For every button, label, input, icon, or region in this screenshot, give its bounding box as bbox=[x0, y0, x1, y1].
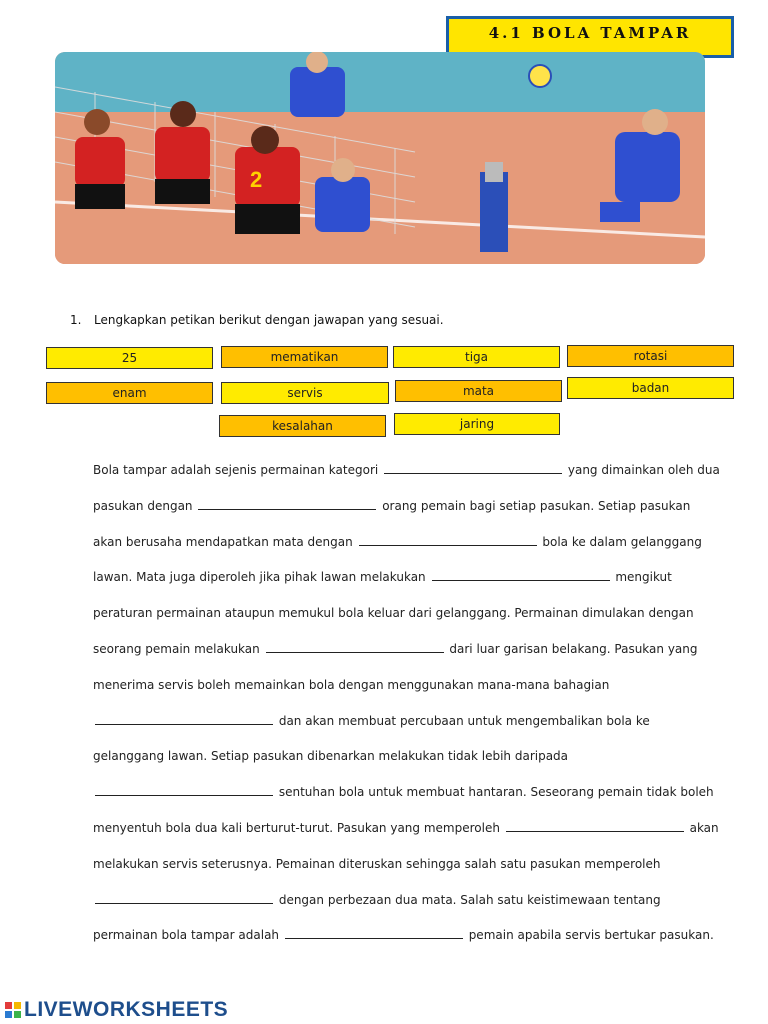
blank-2[interactable] bbox=[198, 497, 376, 510]
word-badan[interactable]: badan bbox=[567, 377, 734, 399]
passage-text: Bola tampar adalah sejenis permainan kategori bbox=[93, 463, 379, 477]
word-servis[interactable]: servis bbox=[221, 382, 389, 404]
blank-1[interactable] bbox=[384, 461, 562, 474]
blank-10[interactable] bbox=[285, 926, 463, 939]
word-tiga[interactable]: tiga bbox=[393, 346, 560, 368]
passage-text: dari luar garisan belakang. Pasukan yang menerima servis boleh memainkan bola dengan menggunakan mana-mana bahagian bbox=[93, 641, 698, 692]
passage-text: orang pemain bagi setiap pasukan. Setiap pasukan akan berusaha mendapatkan mata dengan bbox=[93, 498, 691, 549]
blank-3[interactable] bbox=[359, 533, 537, 546]
page-title: 4.1 BOLA TAMPAR bbox=[488, 24, 692, 42]
passage-text: dengan perbezaan dua mata. Salah satu keistimewaan tentang permainan bola tampar adalah bbox=[93, 892, 661, 943]
passage-text: sentuhan bola untuk membuat hantaran. Seseorang pemain tidak boleh menyentuh bola dua kali berturut-turut. Pasukan yang memperoleh bbox=[93, 785, 714, 835]
passage-text: akan melakukan servis seterusnya. Pemainan diteruskan sehingga salah satu pasukan memperoleh bbox=[93, 820, 719, 871]
passage-text: pemain apabila servis bertukar pasukan. bbox=[468, 928, 714, 943]
blank-4[interactable] bbox=[432, 568, 610, 581]
question-number: 1. bbox=[70, 313, 82, 327]
liveworksheets-icon bbox=[5, 1002, 21, 1018]
footer-brand: LIVEWORKSHEETS bbox=[24, 998, 229, 1021]
question-text: Lengkapkan petikan berikut dengan jawapan yang sesuai. bbox=[94, 313, 444, 327]
blank-8[interactable] bbox=[506, 819, 684, 832]
word-rotasi[interactable]: rotasi bbox=[567, 345, 734, 367]
question-instruction bbox=[70, 313, 444, 327]
word-enam[interactable]: enam bbox=[46, 382, 213, 404]
passage-text: bola ke dalam gelanggang lawan. Mata juga diperoleh jika pihak lawan melakukan bbox=[93, 534, 702, 585]
passage bbox=[93, 453, 723, 954]
blank-7[interactable] bbox=[95, 783, 273, 796]
word-mata[interactable]: mata bbox=[395, 380, 562, 402]
blank-6[interactable] bbox=[95, 712, 273, 725]
word-25[interactable]: 25 bbox=[46, 347, 213, 369]
blank-5[interactable] bbox=[266, 640, 444, 653]
volleyball-photo bbox=[55, 52, 705, 264]
blank-9[interactable] bbox=[95, 891, 273, 904]
word-mematikan[interactable]: mematikan bbox=[221, 346, 388, 368]
word-kesalahan[interactable]: kesalahan bbox=[219, 415, 386, 437]
word-jaring[interactable]: jaring bbox=[394, 413, 560, 435]
passage-text: yang dimainkan oleh dua pasukan dengan bbox=[93, 463, 720, 513]
passage-text: mengikut peraturan permainan ataupun memukul bola keluar dari gelanggang. Permainan dimulakan dengan seorang pemain melakukan bbox=[93, 570, 694, 656]
footer-logo[interactable] bbox=[5, 998, 228, 1022]
svg-text:2: 2 bbox=[250, 167, 263, 192]
passage-text: dan akan membuat percubaan untuk mengembalikan bola ke gelanggang lawan. Setiap pasukan dibenarkan melakukan tidak lebih daripada bbox=[93, 713, 650, 764]
